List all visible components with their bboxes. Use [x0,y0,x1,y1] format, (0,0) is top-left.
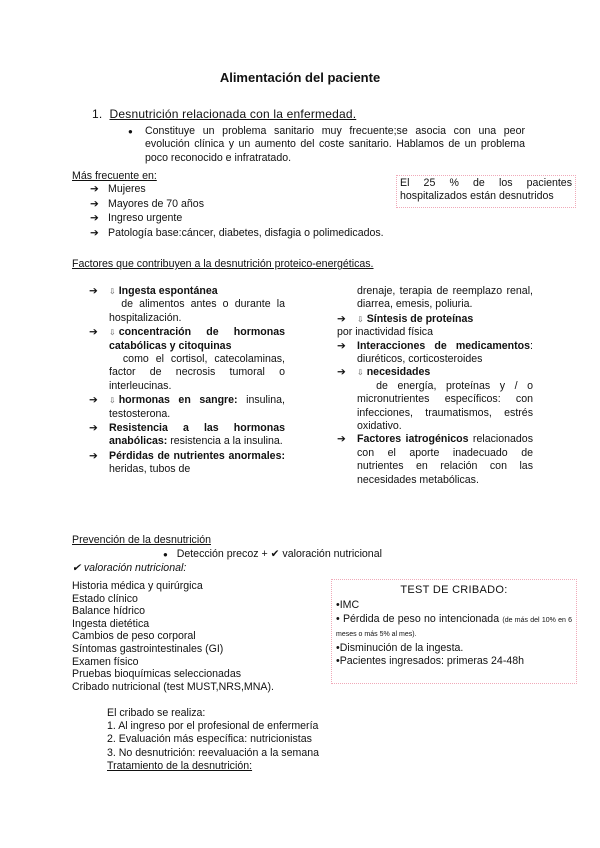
factor-title: Síntesis de proteínas [366,312,474,325]
factor-title: Factores iatrogénicos [357,433,469,446]
factor-item [337,366,533,433]
test-item-ingesta: •Disminución de la ingesta. [336,641,464,654]
list-item: Cribado nutricional (test MUST,NRS,MNA). [72,680,274,693]
factor-item [337,313,533,326]
test-item-imc: •IMC [336,599,360,612]
treatment-label: Tratamiento de la desnutrición: [107,759,253,772]
list-item: Examen físico [72,655,139,668]
prevention-label: Prevención de la desnutrición [72,534,211,546]
down-arrow-icon: ⇩ [109,287,116,296]
arrow-icon: ➔ [89,394,98,407]
factor-title: Resistencia a las hormonas anabólicas: [109,422,285,448]
test-cribado-heading: TEST DE CRIBADO: [400,584,508,596]
section-number: 1. [92,107,103,121]
factor-item [89,422,285,449]
factor-title: concentración de hormonas catabólicas y citoquinas [109,326,285,352]
factor-text: como el cortisol, catecolaminas, factor de necrosis tumoral o interleucinas. [109,353,285,392]
factors-right-column [337,285,533,487]
factor-title: Pérdidas de nutrientes anormales: [109,449,285,462]
page-title: Alimentación del paciente [219,70,381,85]
factor-text: resistencia a la insulina. [170,435,283,448]
list-item: Historia médica y quirúrgica [72,580,203,592]
list-item: Síntomas gastrointestinales (GI) [72,642,224,655]
factor-item [89,450,285,477]
list-item: Balance hídrico [72,605,146,618]
arrow-icon: ➔ [89,422,98,435]
factor-title: Ingesta espontánea [118,285,218,297]
list-item-text: Ingreso urgente [108,212,183,225]
down-arrow-icon: ⇩ [109,328,116,338]
factor-text: : diuréticos, corticosteroides [357,339,533,366]
factor-title: necesidades [366,366,431,379]
test-item-loss-text: • Pérdida de peso no intencionada [336,612,500,625]
cribado-step: 2. Evaluación más específica: nutricionistas [107,733,312,746]
statistic-note-line2: hospitalizados están desnutridos [400,190,554,203]
frequent-label: Más frecuente en: [72,170,157,182]
factor-item [89,285,285,325]
valoracion-list [72,580,274,693]
down-arrow-icon: ⇩ [357,314,364,324]
bullet-icon: ● [163,550,168,559]
factor-item [89,326,285,393]
arrow-icon: ➔ [90,197,99,210]
factor-text: de energía, proteínas y / o micronutrientes específicos: con infecciones, traumatismos, estrés oxidativo. [357,379,533,433]
arrow-icon: ➔ [90,226,99,239]
statistic-note-box [396,175,576,208]
factor-continuation: drenaje, terapia de reemplazo renal, diarrea, emesis, poliuria. [357,285,533,311]
factor-text: por inactividad física [337,326,433,339]
factor-item [89,394,285,421]
factor-text: heridas, tubos de [109,463,191,476]
arrow-icon: ➔ [90,212,99,225]
factor-text: de alimentos antes o durante la hospitalización. [109,298,286,324]
cribado-step: 1. Al ingreso por el profesional de enfermería [107,720,319,733]
factor-item [337,433,533,487]
list-item: Pruebas bioquímicas seleccionadas [72,668,242,681]
factor-item [337,340,533,367]
factor-text: relacionados con el aporte inadecuado de nutrientes en relación con las necesidades metabólicas. [357,433,533,486]
list-item: Cambios de peso corporal [72,630,196,643]
cribado-intro: El cribado se realiza: [107,707,206,719]
factor-title: Interacciones de medicamentos [357,339,531,352]
arrow-icon: ➔ [90,183,99,195]
factors-left-column [89,285,285,477]
cribado-section [107,707,319,773]
list-item: Ingesta dietética [72,617,150,630]
section-heading [92,108,356,121]
list-item-text: Mayores de 70 años [108,197,204,210]
arrow-icon: ➔ [89,326,98,339]
test-item-loss-detail: (de más del 10% en 6 meses o más 5% al mes). [336,616,573,639]
list-item-text: Patología base:cáncer, diabetes, disfagia o polimedicados. [108,226,384,239]
cribado-step: 3. No desnutrición: reevaluación a la semana [107,746,319,759]
valoracion-label: ✔ valoración nutricional: [72,562,187,574]
statistic-note-line1: El 25 % de los pacientes [400,177,572,189]
list-item: Estado clínico [72,592,138,605]
down-arrow-icon: ⇩ [357,368,364,378]
arrow-icon: ➔ [337,339,346,352]
list-item-text: Mujeres [108,183,146,195]
factor-title: hormonas en sangre: [118,394,238,407]
bullet-icon: ● [128,127,133,136]
arrow-icon: ➔ [337,366,346,379]
arrow-icon: ➔ [337,312,346,325]
test-item-loss [336,613,572,642]
prevention-bullet [163,548,382,561]
factors-label: Factores que contribuyen a la desnutrición proteico-energéticas. [72,258,374,270]
factor-text: insulina, testosterona. [109,394,285,420]
arrow-icon: ➔ [89,449,98,462]
prevention-bullet-text: Detección precoz + ✔ valoración nutricional [176,548,382,560]
down-arrow-icon: ⇩ [109,396,116,406]
arrow-icon: ➔ [337,433,346,446]
arrow-icon: ➔ [89,285,98,297]
test-cribado-box [331,579,577,684]
test-item-ingresados: •Pacientes ingresados: primeras 24-48h [336,655,525,668]
section-title: Desnutrición relacionada con la enfermedad. [109,107,357,121]
intro-bullet-text: Constituye un problema sanitario muy frecuente;se asocia con una peor evolución clínica y un aumento del coste sanitario. Hablamos de un problema poco reconocido e infratratado. [145,125,525,164]
